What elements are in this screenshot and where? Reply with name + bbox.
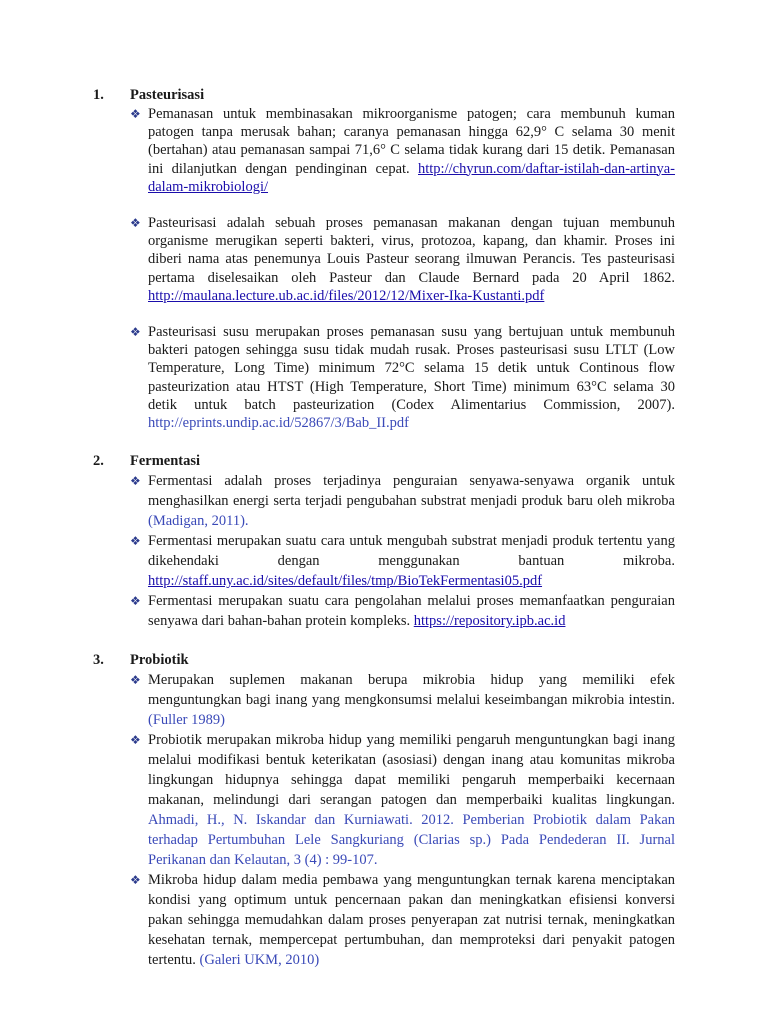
citation: (Galeri UKM, 2010) xyxy=(199,952,320,969)
bullet-text: Fermentasi adalah proses terjadinya penguraian senyawa-senyawa organik untuk menghasilkan energi serta terjadi pengubahan substrat menjadi produk baru oleh mikroba xyxy=(148,473,675,510)
bullet-text: Fermentasi merupakan suatu cara untuk mengubah substrat menjadi produk tertentu yang dikehendaki dengan menggunakan bantuan mikroba. xyxy=(148,533,675,570)
citation: http://eprints.undip.ac.id/52867/3/Bab_II.pdf xyxy=(148,415,409,432)
bullet-text: Pasteurisasi susu merupakan proses pemanasan susu yang bertujuan untuk membunuh bakteri patogen sehingga susu tidak mudah rusak. Proses pasteurisasi susu LTLT (Low Temperature, Long Time) minimum 72°C selama 15 detik untuk Continous flow pasteurization atau HTST (High Temperature, Short Time) minimum 63°C selama 30 detik untuk batch pasteurization (Codex Alimentarius Commission, 2007). xyxy=(148,324,675,413)
list-item xyxy=(93,214,675,305)
list-item xyxy=(93,591,675,631)
bullet-text: Pasteurisasi adalah sebuah proses pemanasan makanan dengan tujuan membunuh organisme merugikan seperti bakteri, virus, protozoa, kapang, dan khamir. Proses ini diberi nama atas penemunya Louis Pasteur seorang ilmuwan Perancis. Tes pasteurisasi pertama diselesaikan oleh Pasteur dan Claude Bernard pada 20 April 1862. xyxy=(148,215,675,286)
section-number: 3. xyxy=(93,652,104,669)
diamond-bullet-icon: ❖ xyxy=(130,534,141,549)
diamond-bullet-icon: ❖ xyxy=(130,107,141,121)
list-item xyxy=(93,105,675,196)
citation: (Madigan, 2011). xyxy=(148,513,249,530)
section-number: 2. xyxy=(93,453,104,470)
diamond-bullet-icon: ❖ xyxy=(130,873,141,888)
section-title: Probiotik xyxy=(130,652,189,669)
list-item xyxy=(93,870,675,970)
section-probiotik xyxy=(93,651,675,970)
section-heading xyxy=(93,651,675,670)
bullet-text: Fermentasi merupakan suatu cara pengolahan melalui proses memanfaatkan penguraian senyawa dari bahan-bahan protein kompleks. xyxy=(148,593,675,630)
reference-link[interactable]: https://repository.ipb.ac.id xyxy=(413,613,566,630)
diamond-bullet-icon: ❖ xyxy=(130,325,141,340)
list-item xyxy=(93,531,675,591)
bullet-list xyxy=(93,670,675,970)
list-item xyxy=(93,471,675,531)
diamond-bullet-icon: ❖ xyxy=(130,474,141,489)
section-heading xyxy=(93,452,675,471)
section-heading xyxy=(93,86,675,105)
diamond-bullet-icon: ❖ xyxy=(130,216,141,231)
diamond-bullet-icon: ❖ xyxy=(130,733,141,748)
section-title: Fermentasi xyxy=(130,453,201,470)
list-item xyxy=(93,670,675,730)
diamond-bullet-icon: ❖ xyxy=(130,673,141,688)
section-number: 1. xyxy=(93,87,104,103)
reference-link[interactable]: http://maulana.lecture.ub.ac.id/files/2012/12/Mixer-Ika-Kustanti.pdf xyxy=(148,287,545,304)
diamond-bullet-icon: ❖ xyxy=(130,594,141,609)
list-item xyxy=(93,323,675,432)
bullet-text: Mikroba hidup dalam media pembawa yang menguntungkan ternak karena menciptakan kondisi yang optimum untuk pencernaan pakan dan meningkatkan efisiensi konversi pakan sehingga memudahkan dalam proses penyerapan zat nutrisi ternak, meningkatkan kesehatan ternak, mempercepat pertumbuhan, dan memproteksi dari penyakit patogen tertentu. xyxy=(148,872,675,969)
citation: (Fuller 1989) xyxy=(148,712,225,729)
bullet-list xyxy=(93,105,675,432)
section-fermentasi xyxy=(93,452,675,631)
bullet-text: Merupakan suplemen makanan berupa mikrobia hidup yang memiliki efek menguntungkan bagi inang yang mengkonsumsi melalui keseimbangan mikrobia intestin. xyxy=(148,672,675,709)
reference-link[interactable]: http://staff.uny.ac.id/sites/default/files/tmp/BioTekFermentasi05.pdf xyxy=(148,573,543,590)
list-item xyxy=(93,730,675,870)
section-title: Pasteurisasi xyxy=(130,87,205,103)
bullet-text: Pemanasan untuk membinasakan mikroorganisme patogen; cara membunuh kuman patogen tanpa merusak bahan; caranya pemanasan hingga 62,9° C selama 30 menit (bertahan) atau pemanasan sampai 71,6° C selama tidak kurang dari 15 detik. Pemanasan ini dilanjutkan dengan pendinginan cepat. xyxy=(148,106,675,177)
bullet-list xyxy=(93,471,675,631)
bullet-text: Probiotik merupakan mikroba hidup yang memiliki pengaruh menguntungkan bagi inang melalui modifikasi bentuk keterikatan (asosiasi) dengan inang atau komunitas mikroba lingkungan hidupnya sehingga dapat memiliki pengaruh memperbaiki kecernaan makanan, melindungi dari serangan patogen dan memperbaiki kualitas lingkungan. xyxy=(148,732,675,809)
citation: Ahmadi, H., N. Iskandar dan Kurniawati. 2012. Pemberian Probiotik dalam Pakan terhadap Pertumbuhan Lele Sangkuriang (Clarias sp.) Pada Pendederan II. Jurnal Perikanan dan Kelautan, 3 (4) : 99-107. xyxy=(148,812,675,869)
section-pasteurisasi xyxy=(93,86,675,432)
reference-link[interactable]: http://chyrun.com/daftar-istilah-dan-artinya-dalam-mikrobiologi/ xyxy=(148,160,675,195)
